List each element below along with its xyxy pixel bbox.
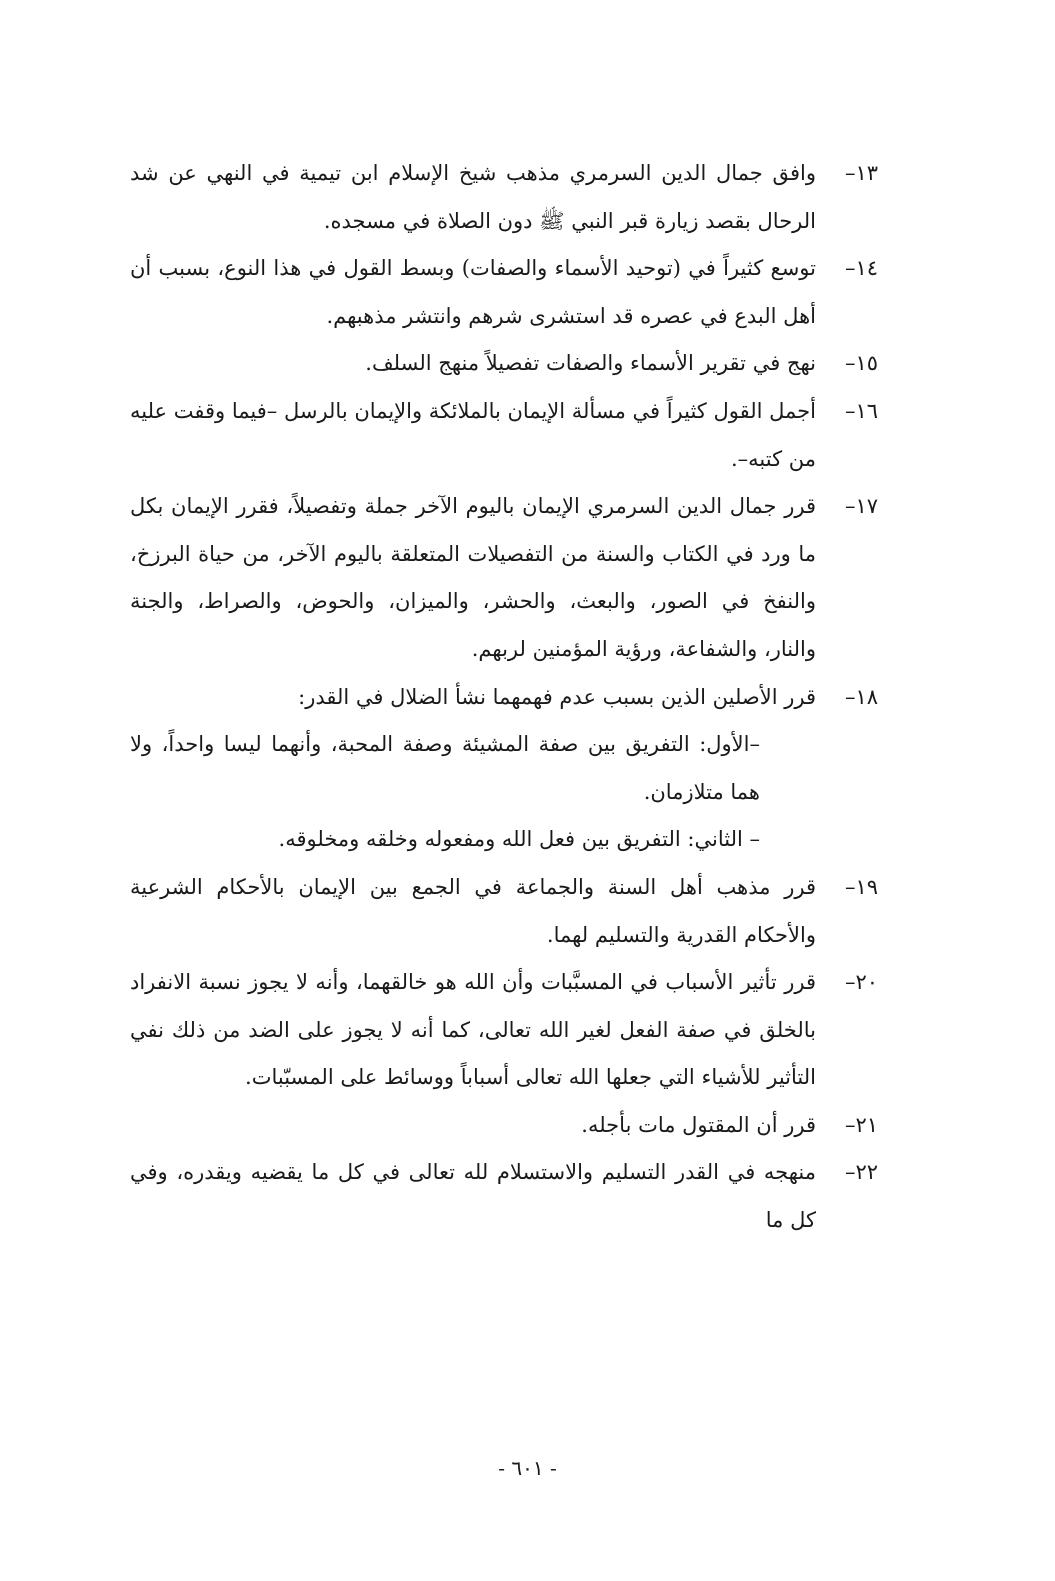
item-number: ١٤–: [844, 256, 878, 281]
item-number: ١٥–: [844, 351, 878, 376]
sub-point-text: –الأول: التفريق بين صفة المشيئة وصفة المحبة، وأنهما ليسا واحداً، ولا هما متلازمان.: [130, 732, 760, 804]
item-text: توسع كثيراً في (توحيد الأسماء والصفات) وبسط القول في هذا النوع، بسبب أن أهل البدع في عصره قد استشرى شرهم وانتشر مذهبهم.: [130, 256, 816, 328]
list-item-14: [130, 245, 878, 340]
list-item-20: [130, 959, 878, 1102]
page-body: [130, 150, 878, 1245]
list-item-19: [130, 864, 878, 959]
item-number: ٢٠–: [844, 970, 878, 995]
item-text: قرر جمال الدين السرمري الإيمان باليوم الآخر جملة وتفصيلاً، فقرر الإيمان بكل ما ورد في الكتاب والسنة من التفصيلات المتعلقة باليوم الآخر، من حياة البرزخ، والنفخ في الصور، والبعث، والحشر، والميزان، والحوض، والصراط، والجنة والنار، والشفاعة، ورؤية المؤمنين لربهم.: [130, 494, 816, 661]
item-text: وافق جمال الدين السرمري مذهب شيخ الإسلام ابن تيمية في النهي عن شد الرحال بقصد زيارة قبر النبي ﷺ دون الصلاة في مسجده.: [130, 161, 816, 233]
item-number: ١٩–: [844, 874, 878, 899]
item-text: قرر مذهب أهل السنة والجماعة في الجمع بين الإيمان بالأحكام الشرعية والأحكام القدرية والتسليم لهما.: [130, 874, 816, 947]
list-item-21: [130, 1102, 878, 1150]
item-number: ٢١–: [844, 1112, 878, 1137]
sub-point-second: [130, 816, 878, 864]
list-item-15: [130, 340, 878, 388]
list-item-13: [130, 150, 878, 245]
list-item-22: [130, 1149, 878, 1244]
item-number: ١٨–: [844, 684, 878, 709]
item-text: نهج في تقرير الأسماء والصفات تفصيلاً منهج السلف.: [365, 351, 816, 376]
sub-point-text: – الثاني: التفريق بين فعل الله ومفعوله وخلقه ومخلوقه.: [278, 827, 760, 852]
page-number: - ٦٠١ -: [498, 1456, 557, 1480]
item-number: ٢٢–: [844, 1160, 878, 1185]
item-text: قرر الأصلين الذين بسبب عدم فهمهما نشأ الضلال في القدر:: [298, 684, 816, 709]
list-item-17: [130, 483, 878, 673]
sub-point-first: [130, 721, 878, 816]
item-text: قرر تأثير الأسباب في المسبَّبات وأن الله هو خالقهما، وأنه لا يجوز نسبة الانفراد بالخلق في صفة الفعل لغير الله تعالى، كما أنه لا يجوز على الضد من ذلك نفي التأثير للأشياء التي جعلها الله تعالى أسباباً ووسائط على المسبّبات.: [130, 970, 816, 1090]
list-item-16: [130, 388, 878, 483]
item-text: منهجه في القدر التسليم والاستسلام لله تعالى في كل ما يقضيه ويقدره، وفي كل ما: [130, 1160, 816, 1233]
item-text: أجمل القول كثيراً في مسألة الإيمان بالملائكة والإيمان بالرسل –فيما وقفت عليه من كتبه–.: [130, 398, 816, 471]
item-number: ١٣–: [844, 161, 878, 185]
list-item-18: [130, 674, 878, 722]
item-number: ١٦–: [844, 398, 878, 423]
item-text: قرر أن المقتول مات بأجله.: [581, 1112, 816, 1137]
item-number: ١٧–: [844, 494, 878, 519]
